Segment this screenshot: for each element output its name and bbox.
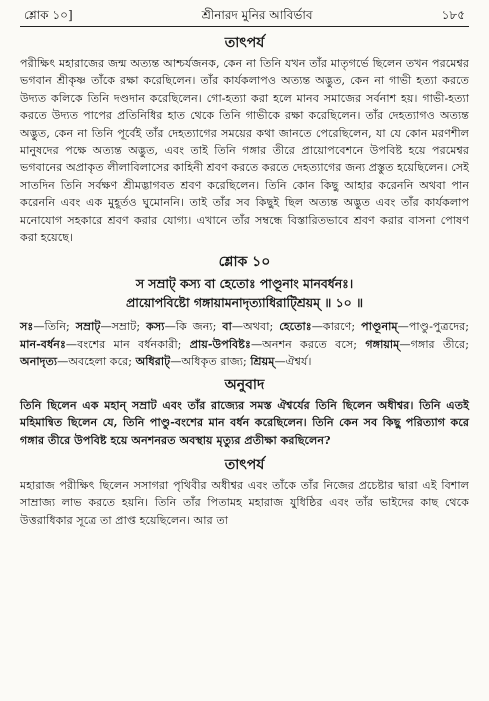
synonym-meaning: কি জন্য — [175, 320, 213, 334]
synonym-meaning: অধিকৃত রাজ্য — [181, 355, 243, 369]
header-rule — [20, 26, 469, 27]
synonym-meaning: পাণ্ডু-পুত্রদের — [408, 320, 466, 334]
synonym-meaning: অথবা — [243, 320, 270, 334]
synonym-meaning: অনশন করতে বসে — [262, 337, 354, 351]
synonym-meaning: ঐশ্বর্য — [285, 355, 308, 369]
synonym-term: শ্রিয়ম্ — [250, 354, 275, 369]
synonym-term: গঙ্গায়াম্ — [365, 336, 400, 351]
page-header — [20, 6, 469, 26]
synonym-term: পাণ্ডূনাম্ — [361, 319, 398, 334]
purport-heading-2: তাৎপর্য — [224, 456, 265, 473]
purport-paragraph-2: মহারাজ পরীক্ষিৎ ছিলেন সসাগরা পৃথিবীর অধীশ্বর এবং তাঁকে তাঁর নিজের প্রচেষ্টার দ্বারা এই বিশাল সাম্রাজ্য লাভ করতে হয়নি। তিনি তাঁর পিতামহ মহারাজ যুধিষ্ঠির এবং তাঁর ভাইদের কাছ থেকে উত্তরাধিকার সূত্রে তা প্রাপ্ত হয়েছিলেন। আর তা — [20, 478, 469, 527]
verse-heading: শ্লোক ১০ — [218, 254, 271, 271]
synonym-term: হেতোঃ — [279, 319, 312, 334]
purport-heading: তাৎপর্য — [224, 35, 265, 51]
synonym-meaning: বংশের মান বর্ধনকারী — [77, 337, 178, 351]
sanskrit-verse — [20, 274, 469, 312]
synonym-term: অনাদৃত্য — [20, 354, 58, 369]
synonym-meaning: তিনি — [44, 320, 67, 334]
header-page-number: ১৮৫ — [441, 8, 465, 22]
translation-heading: অনুবাদ — [224, 376, 265, 393]
synonym-term: কস্য — [146, 319, 165, 334]
translation-paragraph: তিনি ছিলেন এক মহান্ সম্রাট এবং তাঁর রাজ্যের সমস্ত ঐশ্বর্যের তিনি ছিলেন অধীশ্বর। তিনি এতই মহিমান্বিত ছিলেন যে, তিনি পাণ্ডু-বংশের মান বর্ধন করেছিলেন। তিনি কেন সব কিছু পরিত্যাগ করে গঙ্গার তীরে উপবিষ্ট হয়ে অনশনরত অবস্থায় মৃত্যুর প্রতীক্ষা করছিলেন? — [20, 397, 469, 447]
header-verse-ref: শ্লোক ১০] — [24, 8, 73, 22]
verse-line-1: স সম্রাট্ কস্য বা হেতোঃ পাণ্ডূনাং মানবর্ধনঃ। — [135, 276, 354, 292]
synonym-meaning: কারণে — [322, 320, 352, 334]
verse-line-2: প্রায়োপবিষ্টো গঙ্গায়ামনাদৃত্যাধিরাট্শ্রিয়ম্ ॥ ১০ ॥ — [126, 295, 363, 311]
synonym-term: বা — [222, 319, 232, 334]
synonym-term: মান-বর্ধনঃ — [20, 336, 66, 351]
synonym-meaning: গঙ্গার তীরে — [410, 337, 466, 351]
synonym-meaning: সম্রাট — [111, 320, 137, 334]
synonym-term: অধিরাট্ — [135, 354, 171, 369]
purport-paragraph: পরীক্ষিৎ মহারাজের জন্ম অত্যন্ত আশ্চর্যজনক, কেন না তিনি যখন তাঁর মাতৃগর্ভে ছিলেন তখন পরমেশ্বর ভগবান শ্রীকৃষ্ণ তাঁকে রক্ষা করেছিলেন। তাঁর কার্যকলাপও অত্যন্ত অদ্ভুত, কেন না গাভী হত্যা করতে উদ্যত কলিকে তিনি দণ্ডদান করেছিলেন। গো-হত্যা করা হলে মানব সমাজের সর্বনাশ হয়। গাভী-হত্যা করতে উদ্যত পাপের প্রতিনিধির হাত থেকে তিনি গাভীকে রক্ষা করেছিলেন। তাঁর দেহত্যাগও অত্যন্ত অদ্ভুত, কেন না তিনি পূর্বেই তাঁর দেহত্যাগের সময়ের কথা জানতে পেরেছিলেন, যা যে কোন মরণশীল মানুষদের পক্ষে অত্যন্ত অদ্ভুত, এবং তাই তিনি গঙ্গার তীরে প্রায়োপবেশনে উপবিষ্ট হয়ে পরমেশ্বর ভগবানের অপ্রাকৃত লীলাবিলাসের কাহিনী শ্রবণ করতে করতে দেহত্যাগের জন্য প্রস্তুত হয়েছিলেন। সেই সাতদিন তিনি সর্বক্ষণ শ্রীমদ্ভাগবত শ্রবণ করেছিলেন। তিনি কোন কিছু আহার করেননি অথবা পান করেননি এবং এক মুহূর্তও ঘুমোননি। তাই তাঁর সব কিছুই ছিল অত্যন্ত অদ্ভুত এবং তাঁর কার্যকলাপ মনোযোগ সহকারে শ্রবণ করার যোগ্য। এখানে তাঁর সম্বন্ধে বিস্তারিতভাবে শ্রবণ করার বাসনা পোষণ করা হয়েছে। — [20, 57, 469, 245]
header-chapter-title: শ্রীনারদ মুনির আবির্ভাব — [201, 8, 313, 22]
synonym-term: প্রায়-উপবিষ্টঃ — [189, 336, 251, 351]
synonym-meaning: অবহেলা করে — [68, 355, 129, 369]
synonyms-block: সঃ—তিনি; সম্রাট্—সম্রাট; কস্য—কি জন্য; বা—অথবা; হেতোঃ—কারণে; পাণ্ডূনাম্—পাণ্ডু-পুত্রদের; মান-বর্ধনঃ—বংশের মান বর্ধনকারী; প্রায়-উপবিষ্টঃ—অনশন করতে বসে; গঙ্গায়াম্—গঙ্গার তীরে; অনাদৃত্য—অবহেলা করে; অধিরাট্—অধিকৃত রাজ্য; শ্রিয়ম্—ঐশ্বর্য। — [20, 319, 470, 369]
synonym-term: সঃ — [20, 319, 34, 334]
synonym-term: সম্রাট্ — [75, 319, 101, 334]
